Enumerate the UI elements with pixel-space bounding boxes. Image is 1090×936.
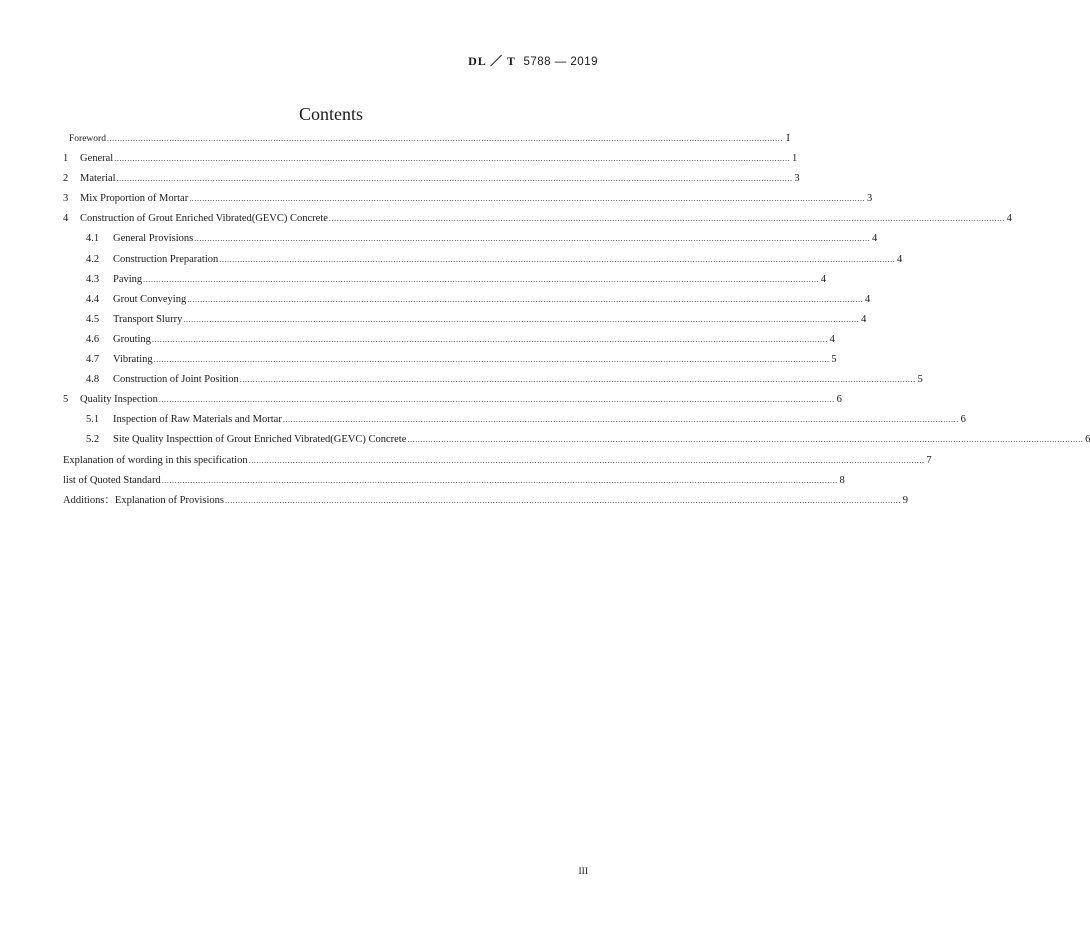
standard-code [468,52,598,69]
toc-entry-label: Quality Inspection [80,394,158,406]
toc-entry-number: 4.4 [86,293,100,305]
toc-entry-foreword[interactable] [63,129,790,149]
toc-entry-label: Mix Proportion of Mortar [80,193,189,205]
dot-leader: .................................................................................................................................................................................................................................................................... [407,435,1084,445]
toc-entry-label: Material [80,173,116,185]
dot-leader: .................................................................................................................................................................................................................................................................... [328,214,1005,224]
toc-entry-label: Vibrating [113,354,153,366]
toc-entry-label: Foreword [69,134,106,144]
toc-entry-s4-6[interactable] [63,330,835,350]
dot-leader: .................................................................................................................................................................................................................................................................... [161,475,838,485]
dot-leader: .................................................................................................................................................................................................................................................................... [143,274,820,284]
toc-entry-page: 6 [1085,434,1090,446]
toc-entry-ch1[interactable] [63,149,798,169]
toc-entry-page: 4 [871,233,878,245]
toc-entry-number: 5.2 [86,434,100,446]
toc-entry-number: 4 [63,213,69,225]
toc-entry-number: 5.1 [86,414,100,426]
toc-entry-wording[interactable] [63,451,932,471]
page-title: Contents [298,104,363,124]
toc-entry-number: 4.6 [86,333,100,345]
toc-entry-s4-8[interactable] [63,370,923,390]
toc-entry-label: Grout Conveying [113,293,187,305]
dot-leader: .................................................................................................................................................................................................................................................................... [219,254,896,264]
toc-entry-page: 3 [866,193,873,205]
dot-leader: .................................................................................................................................................................................................................................................................... [183,314,860,324]
toc-entry-s4-4[interactable] [63,290,871,310]
toc-entry-s4-2[interactable] [63,250,903,270]
toc-entry-page: 7 [926,454,932,466]
toc-entry-label: Explanation of wording in this specification [63,454,248,466]
toc-entry-page: 4 [820,273,827,285]
standard-number: 5788 — 2019 [523,56,598,68]
standard-prefix: DL ／ T [468,54,516,68]
table-of-contents [63,129,1090,511]
dot-leader: .................................................................................................................................................................................................................................................................... [153,355,830,365]
toc-entry-page: 5 [831,354,837,366]
toc-entry-label: Inspection of Raw Materials and Mortar [113,414,282,426]
toc-entry-label: list of Quoted Standard [63,474,161,486]
toc-entry-s4-5[interactable] [63,310,867,330]
toc-entry-number: 1 [63,153,69,165]
toc-entry-page: 4 [861,313,867,325]
toc-entry-page: 3 [794,173,800,185]
toc-entry-label: General [80,153,114,165]
dot-leader: .................................................................................................................................................................................................................................................................... [189,194,866,204]
dot-leader: .................................................................................................................................................................................................................................................................... [158,395,835,405]
toc-entry-number: 2 [63,173,69,185]
toc-entry-page: 4 [829,333,835,345]
toc-entry-page: 5 [917,374,923,386]
toc-entry-number: 4.3 [86,273,100,285]
toc-entry-additions[interactable] [63,491,908,511]
dot-leader: .................................................................................................................................................................................................................................................................... [116,174,793,184]
toc-entry-label: Site Quality Inspecttion of Grout Enriched Vibrated(GEVC) Concrete [113,434,407,446]
dot-leader: .................................................................................................................................................................................................................................................................... [114,154,791,164]
toc-entry-page: 4 [897,253,903,265]
dot-leader: .................................................................................................................................................................................................................................................................... [194,234,871,244]
toc-entry-quoted[interactable] [63,471,845,491]
toc-entry-page: 6 [836,394,842,406]
toc-entry-label: Grouting [113,333,151,345]
dot-leader: .................................................................................................................................................................................................................................................................... [106,134,783,143]
toc-entry-label: Paving [113,273,143,285]
page-number: III [578,867,588,877]
dot-leader: .................................................................................................................................................................................................................................................................... [225,495,901,505]
toc-entry-s5-2[interactable] [63,430,1090,450]
toc-entry-ch4[interactable] [63,209,1012,229]
toc-entry-label: Construction Preparation [113,253,219,265]
toc-entry-page: Ⅰ [786,134,790,144]
toc-entry-label: Construction of Joint Position [113,374,239,386]
toc-entry-page: 8 [839,474,845,486]
toc-entry-label: Construction of Grout Enriched Vibrated(GEVC) Concrete [80,213,328,225]
dot-leader: .................................................................................................................................................................................................................................................................... [151,334,828,344]
toc-entry-s4-3[interactable] [63,270,827,290]
toc-entry-page: 4 [1006,213,1012,225]
toc-entry-s4-7[interactable] [63,350,837,370]
dot-leader: .................................................................................................................................................................................................................................................................... [248,455,925,465]
toc-entry-number: 4.1 [86,233,100,245]
toc-entry-label: Additions：Explanation of Provisions [63,494,224,506]
toc-entry-page: 1 [791,153,798,165]
toc-entry-s4-1[interactable] [63,229,878,249]
toc-entry-ch3[interactable] [63,189,873,209]
toc-entry-ch5[interactable] [63,390,842,410]
toc-entry-page: 9 [902,494,908,506]
toc-entry-page: 6 [960,414,966,426]
toc-entry-s5-1[interactable] [63,410,966,430]
toc-entry-label: General Provisions [113,233,194,245]
toc-entry-number: 4.2 [86,253,100,265]
toc-entry-number: 4.5 [86,313,100,325]
toc-entry-number: 4.7 [86,354,100,366]
toc-entry-number: 4.8 [86,374,100,386]
toc-entry-number: 5 [63,394,69,406]
toc-entry-label: Transport Slurry [113,313,183,325]
dot-leader: .................................................................................................................................................................................................................................................................... [282,415,959,425]
dot-leader: .................................................................................................................................................................................................................................................................... [239,375,916,385]
dot-leader: .................................................................................................................................................................................................................................................................... [187,294,864,304]
toc-entry-number: 3 [63,193,69,205]
toc-entry-ch2[interactable] [63,169,800,189]
toc-entry-page: 4 [864,293,871,305]
